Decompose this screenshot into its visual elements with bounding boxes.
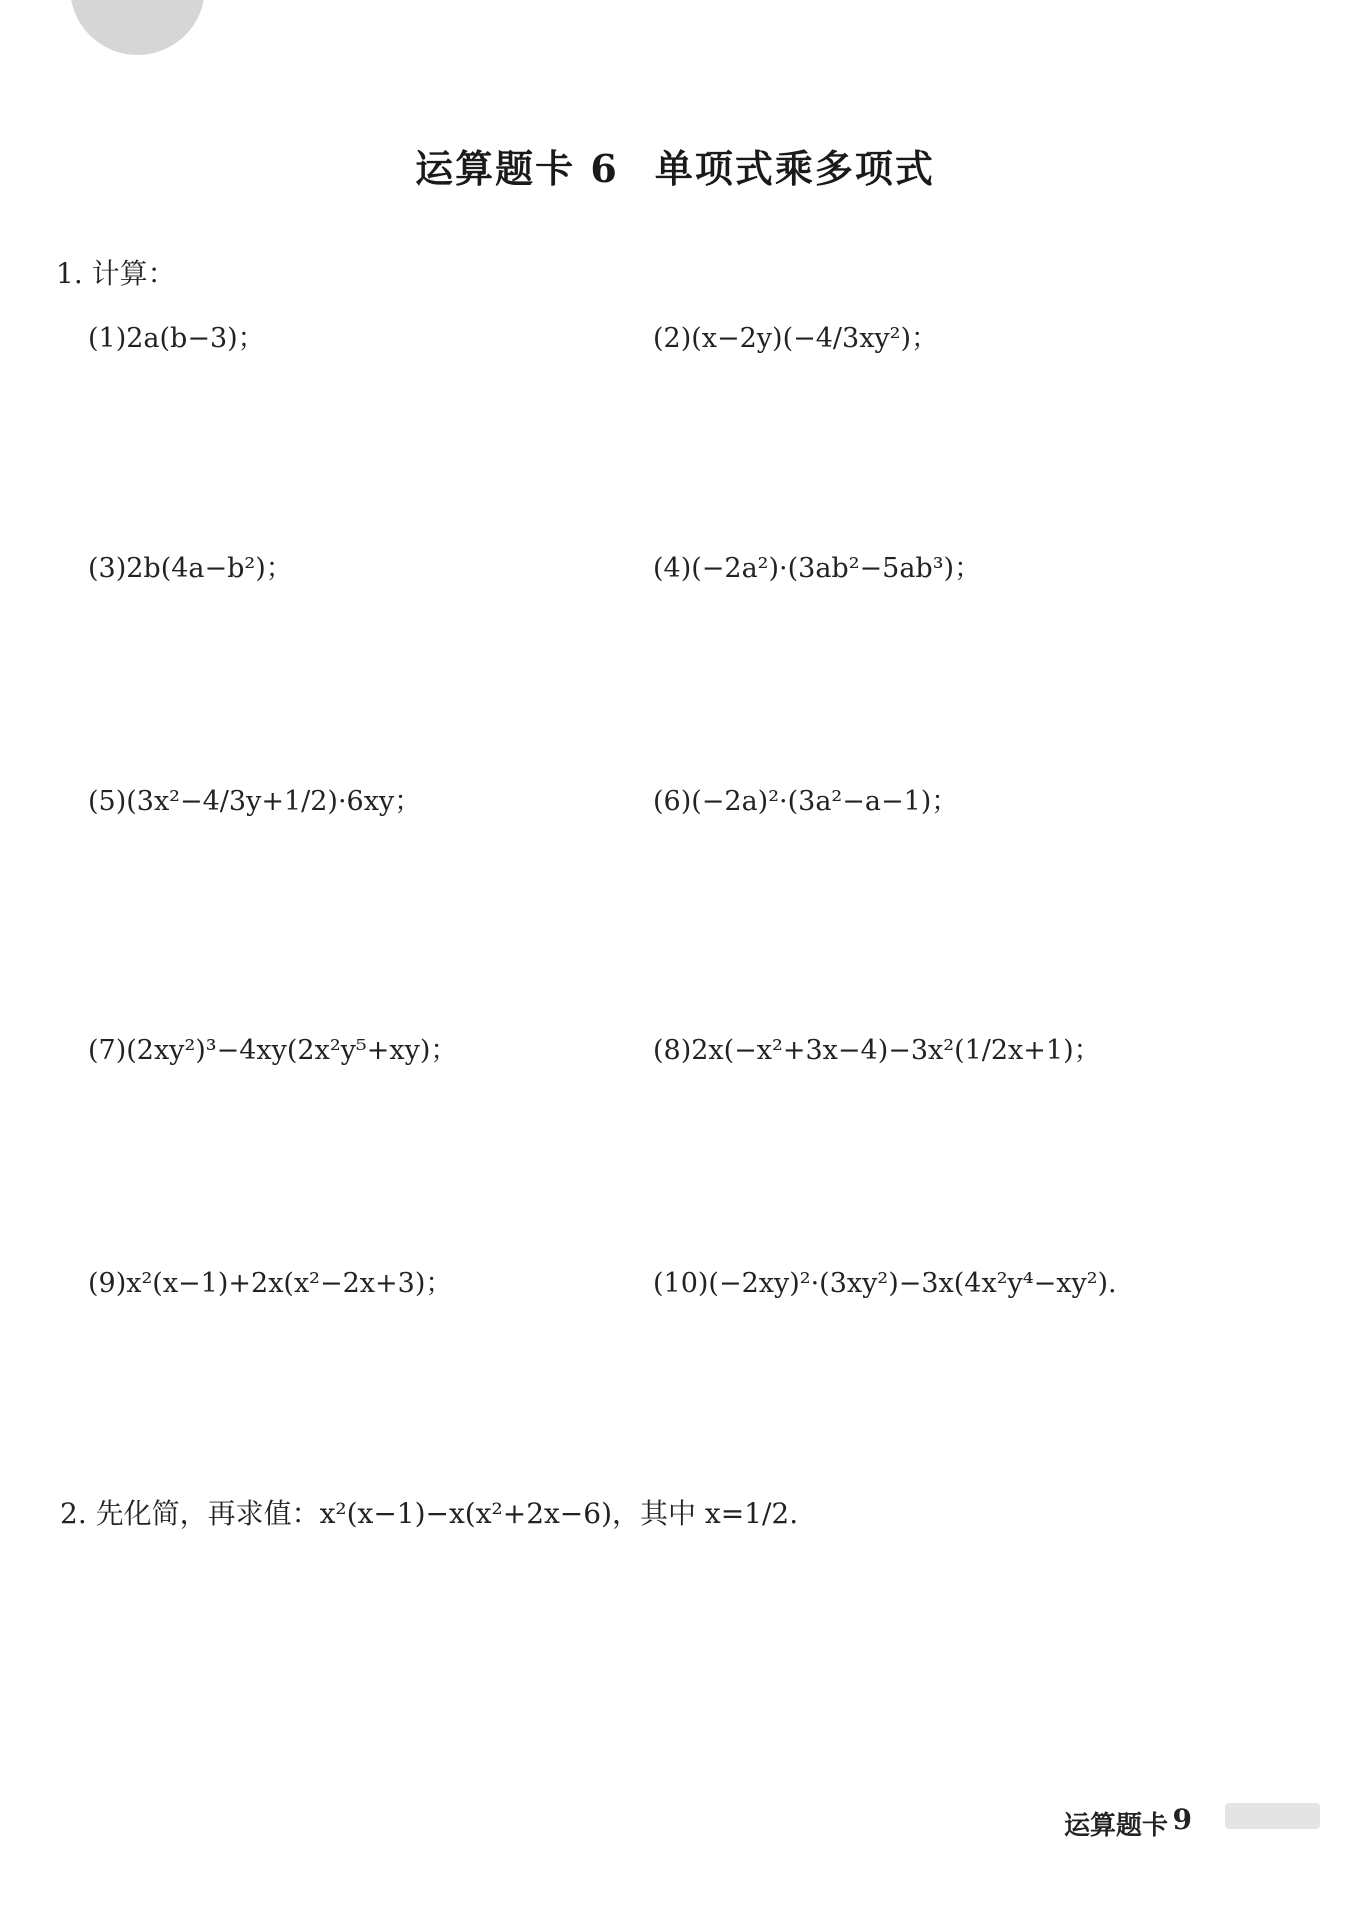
problem-5-text: (5)(3x²−4/3y+1/2)·6xy；	[88, 786, 422, 817]
problem-5	[88, 788, 421, 815]
footer-decoration	[1225, 1803, 1320, 1829]
page-number: 9	[1172, 1803, 1192, 1836]
page-title	[0, 138, 1350, 193]
problem-9	[88, 1270, 452, 1297]
problem-9-text: (9)x²(x−1)+2x(x²−2x+3)；	[88, 1268, 453, 1299]
corner-decoration	[70, 0, 205, 55]
section-2-problem	[60, 1497, 799, 1530]
problem-7-text: (7)(2xy²)³−4xy(2x²y⁵+xy)；	[88, 1035, 458, 1066]
problem-6-text: (6)(−2a)²·(3a²−a−1)；	[653, 786, 959, 817]
problem-4	[653, 555, 981, 582]
problem-1-text: (1)2a(b−3)；	[88, 323, 265, 354]
footer-label: 运算题卡	[1063, 1811, 1168, 1841]
problem-6	[653, 788, 958, 815]
problem-4-text: (4)(−2a²)·(3ab²−5ab³)；	[653, 553, 982, 584]
problem-10-text: (10)(−2xy)²·(3xy²)−3x(4x²y⁴−xy²).	[653, 1268, 1117, 1299]
problem-3-text: (3)2b(4a−b²)；	[88, 553, 293, 584]
section-2-text: 2. 先化简，再求值：x²(x−1)−x(x²+2x−6)，其中 x=1/2.	[60, 1497, 799, 1530]
problem-8-text: (8)2x(−x²+3x−4)−3x²(1/2x+1)；	[653, 1035, 1101, 1066]
problem-3	[88, 555, 293, 582]
section-1-label: 1. 计算：	[56, 257, 176, 290]
title-prefix: 运算题卡 6	[415, 146, 619, 191]
problem-8	[653, 1037, 1101, 1064]
problem-1	[88, 325, 265, 352]
title-topic: 单项式乘多项式	[654, 146, 935, 191]
problem-10	[653, 1270, 1117, 1297]
problem-2	[653, 325, 938, 352]
problem-2-text: (2)(x−2y)(−4/3xy²)；	[653, 323, 939, 354]
problem-7	[88, 1037, 457, 1064]
